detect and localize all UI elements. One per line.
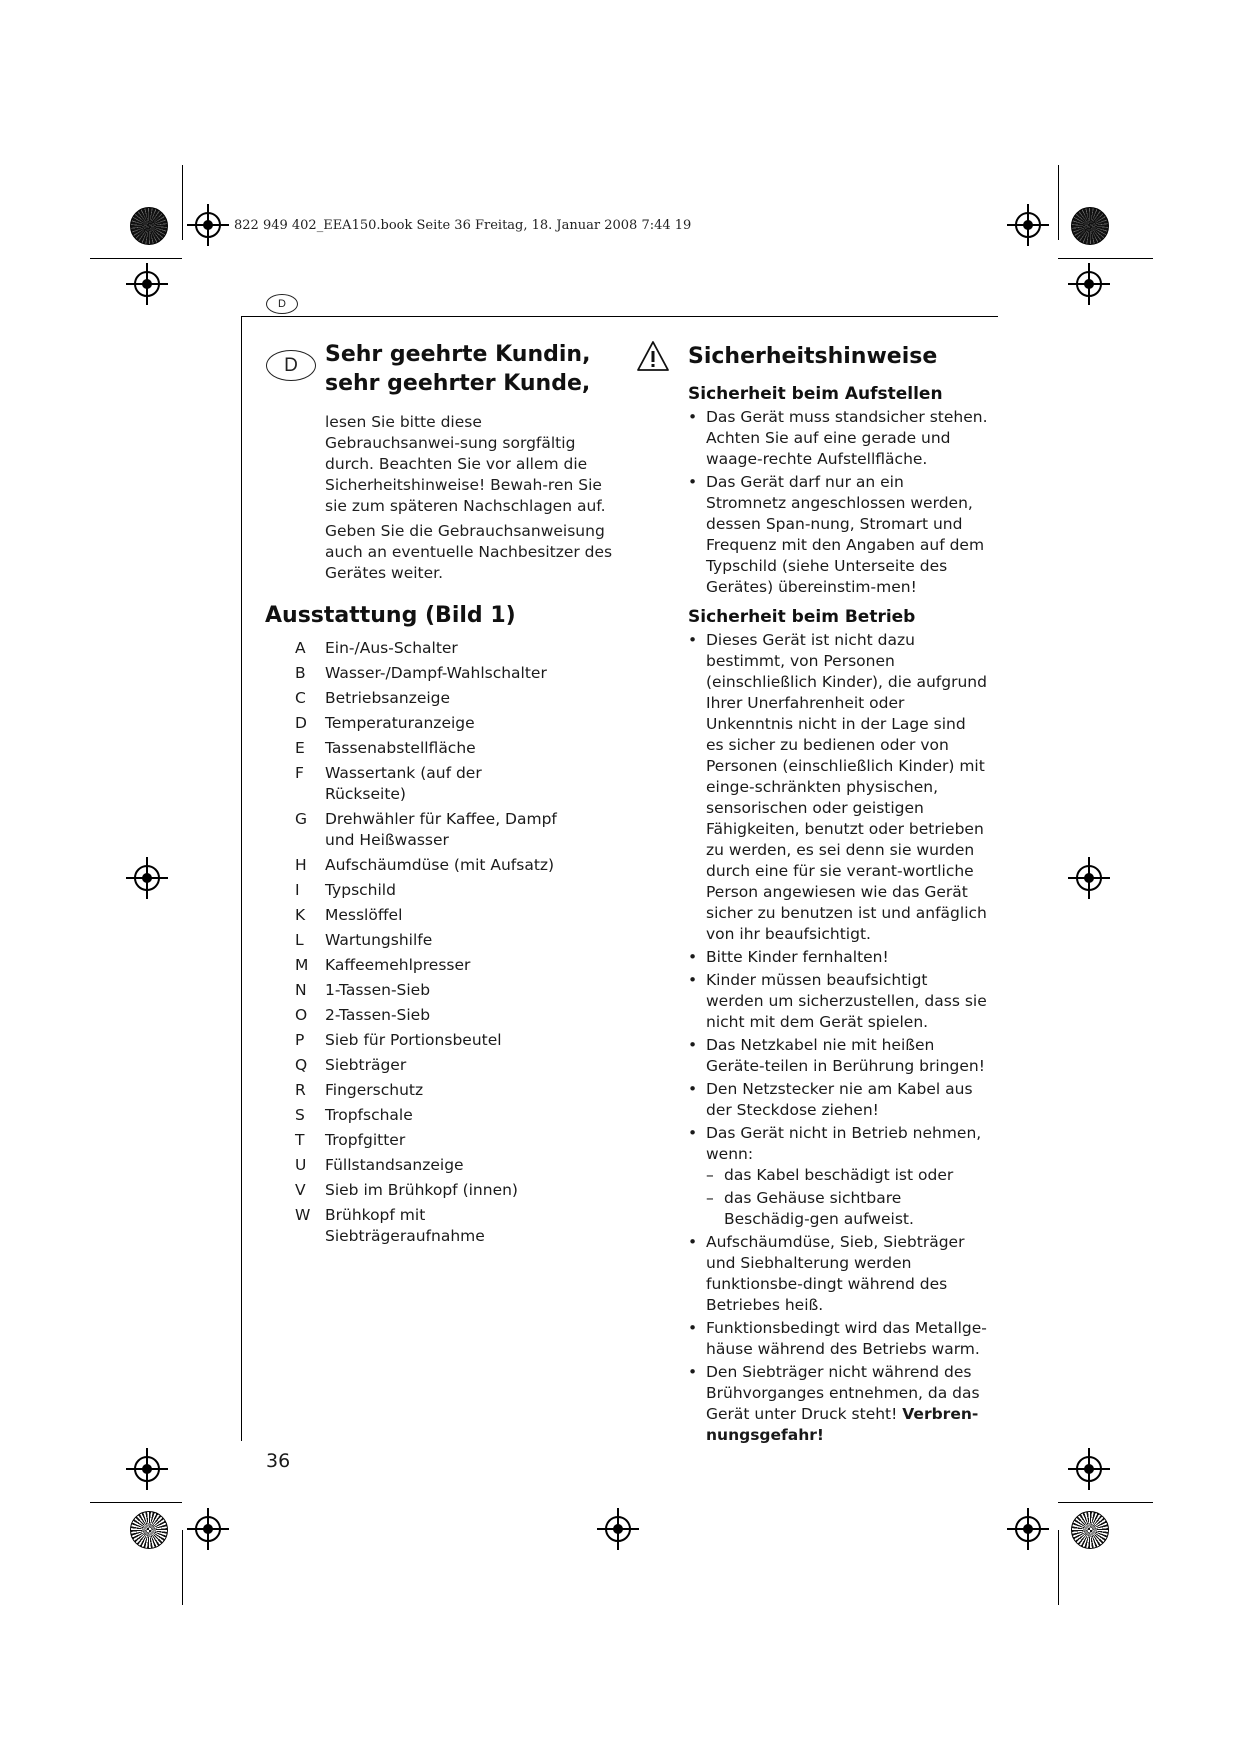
equipment-item <box>295 1080 595 1101</box>
list-item: • Das Gerät darf nur an ein Stromnetz angeschlossen werden, dessen Span-nung, Stromart und Frequenz mit den Angaben auf dem Typschild (siehe Unterseite des Gerätes) übereinstim-men! <box>688 472 988 598</box>
list-item-text: Das Gerät nicht in Betrieb nehmen, wenn: <box>706 1124 982 1163</box>
equipment-item <box>295 809 595 851</box>
crop-line <box>1058 1502 1153 1503</box>
equipment-item-letter: G <box>295 810 308 828</box>
equipment-title: Ausstattung (Bild 1) <box>265 603 516 628</box>
equipment-item-letter: T <box>295 1131 305 1149</box>
language-tab <box>266 294 298 314</box>
equipment-item-text: Sieb für Portionsbeutel <box>325 1031 502 1049</box>
equipment-item-letter: O <box>295 1006 308 1024</box>
sub-list-item: – das Kabel beschädigt ist oder <box>706 1165 988 1186</box>
crop-line <box>182 165 183 240</box>
equipment-item-text: Typschild <box>325 881 396 899</box>
registration-mark-icon <box>1076 865 1102 891</box>
equipment-item-text: Tropfgitter <box>325 1131 406 1149</box>
crop-line <box>90 1502 182 1503</box>
registration-mark-icon <box>134 865 160 891</box>
list-item: • Den Netzstecker nie am Kabel aus der Steckdose ziehen! <box>688 1079 988 1121</box>
registration-mark-icon <box>1015 1516 1041 1542</box>
equipment-item <box>295 763 595 805</box>
frame-top-rule <box>241 316 998 317</box>
equipment-item-text: Messlöffel <box>325 906 403 924</box>
equipment-item-letter: U <box>295 1156 307 1174</box>
registration-mark-icon <box>1015 212 1041 238</box>
sub-list-item: – das Gehäuse sichtbare Beschädig-gen aufweist. <box>706 1188 988 1230</box>
crop-line <box>182 1530 183 1605</box>
equipment-item <box>295 1030 595 1051</box>
language-badge <box>266 350 316 381</box>
list-item <box>688 1362 988 1446</box>
equipment-item <box>295 955 595 976</box>
equipment-item-letter: L <box>295 931 304 949</box>
registration-mark-icon <box>195 212 221 238</box>
equipment-item-letter: I <box>295 881 300 899</box>
equipment-item <box>295 1005 595 1026</box>
operation-subtitle: Sicherheit beim Betrieb <box>688 607 916 627</box>
language-badge-label: D <box>284 355 298 376</box>
equipment-item <box>295 663 595 684</box>
equipment-item-text: Aufschäumdüse (mit Aufsatz) <box>325 856 555 874</box>
list-item: • Funktionsbedingt wird das Metallge-häuse während des Betriebs warm. <box>688 1318 988 1360</box>
page-number: 36 <box>266 1450 291 1472</box>
equipment-item <box>295 1055 595 1076</box>
greeting-line-2: sehr geehrter Kunde, <box>325 371 591 396</box>
frame-left-rule <box>241 316 242 1441</box>
equipment-item-text: Tassenabstellfläche <box>325 739 476 757</box>
warning-triangle-icon <box>636 340 670 372</box>
equipment-item <box>295 1180 595 1201</box>
list-item: • Das Gerät muss standsicher stehen. Achten Sie auf eine gerade und waage-rechte Aufstellfläche. <box>688 407 988 470</box>
list-item <box>688 1123 988 1230</box>
equipment-item-text: Ein-/Aus-Schalter <box>325 639 458 657</box>
intro-paragraph-1: lesen Sie bitte diese Gebrauchsanwei-sung sorgfältig durch. Beachten Sie vor allem die Sicherheitshinweise! Bewah-ren Sie sie zum späteren Nachschlagen auf. <box>325 413 606 515</box>
equipment-item <box>295 1130 595 1151</box>
equipment-item-letter: R <box>295 1081 306 1099</box>
equipment-item-letter: H <box>295 856 307 874</box>
equipment-item-text: Temperaturanzeige <box>325 714 475 732</box>
intro-section <box>325 340 625 588</box>
equipment-item <box>295 905 595 926</box>
color-target-bottom-left-icon <box>130 1511 168 1549</box>
equipment-item-text: Kaffeemehlpresser <box>325 956 471 974</box>
sub-list <box>706 1165 988 1230</box>
equipment-item-letter: S <box>295 1106 305 1124</box>
intro-text <box>325 412 617 584</box>
list-item: • Dieses Gerät ist nicht dazu bestimmt, von Personen (einschließlich Kinder), die aufgrund Ihrer Unerfahrenheit oder Unkenntnis nicht in der Lage sind es sicher zu bedienen oder von Personen (einschließlich Kinder) mit einge-schränkten physischen, sensorischen oder geistigen Fähigkeiten, benutzt oder betrieben zu werden, es sei denn sie wurden durch eine für sie verant-wortliche Person angewiesen wie das Gerät sicher zu benutzen ist und anfäglich von ihr beaufsichtigt. <box>688 630 988 945</box>
equipment-item-letter: B <box>295 664 306 682</box>
equipment-item-text: 1-Tassen-Sieb <box>325 981 431 999</box>
equipment-item-text: Betriebsanzeige <box>325 689 451 707</box>
equipment-item-letter: E <box>295 739 305 757</box>
greeting-line-1: Sehr geehrte Kundin, <box>325 342 591 367</box>
color-target-top-left-icon <box>130 207 168 245</box>
equipment-item-letter: K <box>295 906 306 924</box>
equipment-item <box>295 688 595 709</box>
list-item: • Das Netzkabel nie mit heißen Geräte-teilen in Berührung bringen! <box>688 1035 988 1077</box>
safety-section <box>688 342 988 1448</box>
equipment-item <box>295 738 595 759</box>
crop-line <box>90 258 182 259</box>
equipment-item <box>295 1105 595 1126</box>
equipment-item-letter: P <box>295 1031 305 1049</box>
registration-mark-icon <box>1076 271 1102 297</box>
equipment-item-text: Wassertank (auf der Rückseite) <box>325 764 482 803</box>
equipment-item-text: Brühkopf mit Siebträgeraufnahme <box>325 1206 485 1245</box>
equipment-item-text: Sieb im Brühkopf (innen) <box>325 1181 518 1199</box>
equipment-item-text: Wasser-/Dampf-Wahlschalter <box>325 664 547 682</box>
registration-mark-icon <box>134 271 160 297</box>
equipment-item <box>295 880 595 901</box>
equipment-item <box>295 713 595 734</box>
registration-mark-icon <box>195 1516 221 1542</box>
equipment-item <box>295 930 595 951</box>
list-item: • Kinder müssen beaufsichtigt werden um sicherzustellen, dass sie nicht mit dem Gerät spielen. <box>688 970 988 1033</box>
equipment-item-text: 2-Tassen-Sieb <box>325 1006 431 1024</box>
safety-title: Sicherheitshinweise <box>688 344 938 369</box>
setup-bullets <box>688 407 988 598</box>
list-item: • Aufschäumdüse, Sieb, Siebträger und Siebhalterung werden funktionsbe-dingt während des Betriebes heiß. <box>688 1232 988 1316</box>
crop-line <box>1058 165 1059 240</box>
equipment-item-letter: F <box>295 764 304 782</box>
equipment-item <box>295 855 595 876</box>
burn-hazard-warning: Verbren-nungsgefahr! <box>706 1405 979 1444</box>
list-item-text: Den Siebträger nicht während des Brühvorganges entnehmen, da das Gerät unter Druck steht! <box>706 1363 980 1423</box>
equipment-item-letter: W <box>295 1206 311 1224</box>
crop-line <box>1058 258 1153 259</box>
equipment-item-letter: V <box>295 1181 306 1199</box>
color-target-bottom-right-icon <box>1071 1511 1109 1549</box>
equipment-item <box>295 1155 595 1176</box>
setup-subtitle: Sicherheit beim Aufstellen <box>688 384 943 404</box>
equipment-item <box>295 638 595 659</box>
equipment-item-letter: M <box>295 956 309 974</box>
intro-paragraph-2: Geben Sie die Gebrauchsanweisung auch an eventuelle Nachbesitzer des Gerätes weiter. <box>325 522 613 582</box>
equipment-item-letter: A <box>295 639 306 657</box>
equipment-item-letter: D <box>295 714 307 732</box>
equipment-item <box>295 980 595 1001</box>
equipment-item-letter: Q <box>295 1056 308 1074</box>
equipment-item-letter: N <box>295 981 307 999</box>
equipment-item-text: Fingerschutz <box>325 1081 424 1099</box>
equipment-item-text: Füllstandsanzeige <box>325 1156 464 1174</box>
registration-mark-icon <box>134 1456 160 1482</box>
file-info: 822 949 402_EEA150.book Seite 36 Freitag, 18. Januar 2008 7:44 19 <box>234 218 692 233</box>
crop-line <box>1058 1530 1059 1605</box>
registration-mark-icon <box>1076 1456 1102 1482</box>
equipment-item-text: Tropfschale <box>325 1106 413 1124</box>
language-tab-label: D <box>278 298 286 310</box>
equipment-list <box>295 638 595 1251</box>
color-target-top-right-icon <box>1071 207 1109 245</box>
equipment-item-text: Siebträger <box>325 1056 407 1074</box>
operation-bullets <box>688 630 988 1446</box>
equipment-item-text: Wartungshilfe <box>325 931 433 949</box>
registration-mark-icon <box>605 1516 631 1542</box>
list-item: • Bitte Kinder fernhalten! <box>688 947 988 968</box>
equipment-item-text: Drehwähler für Kaffee, Dampf und Heißwasser <box>325 810 557 849</box>
equipment-item <box>295 1205 595 1247</box>
equipment-item-letter: C <box>295 689 306 707</box>
